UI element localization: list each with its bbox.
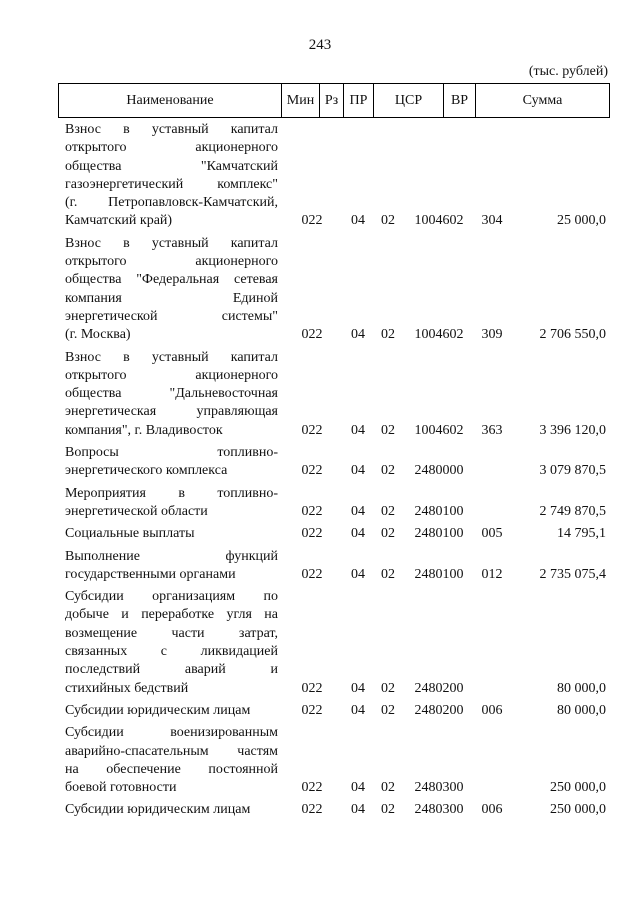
row-name-line: на обеспечение постоянной	[65, 761, 278, 777]
row-vr: 006	[481, 702, 503, 718]
row-rz: 04	[351, 213, 365, 229]
row-pr: 02	[381, 503, 395, 519]
table-header	[58, 83, 610, 118]
row-name-line: Взнос в уставный капитал	[65, 349, 278, 365]
table-row	[58, 235, 610, 345]
row-min: 022	[301, 780, 323, 796]
row-sum: 2 749 870,5	[539, 503, 606, 519]
row-rz: 04	[351, 463, 365, 479]
table-row	[58, 349, 610, 440]
row-name-line: общества "Камчатский	[65, 158, 278, 174]
header-vr: ВР	[443, 84, 475, 117]
row-rz: 04	[351, 422, 365, 438]
row-name-line: открытого акционерного	[65, 367, 278, 383]
row-sum: 3 079 870,5	[539, 463, 606, 479]
row-pr: 02	[381, 213, 395, 229]
row-min: 022	[301, 802, 323, 818]
row-name	[58, 121, 278, 231]
table-row	[58, 525, 610, 543]
row-name	[58, 724, 278, 797]
row-rz: 04	[351, 503, 365, 519]
row-pr: 02	[381, 680, 395, 696]
row-min: 022	[301, 702, 323, 718]
row-min: 022	[301, 680, 323, 696]
row-name-line: газоэнергетический комплекс"	[65, 176, 278, 192]
row-rz: 04	[351, 680, 365, 696]
row-csr: 2480000	[414, 463, 464, 479]
row-name-line: связанных с ликвидацией	[65, 644, 278, 660]
header-csr: ЦСР	[373, 84, 443, 117]
row-name-line: Субсидии организациям по	[65, 589, 278, 605]
row-csr: 1004602	[414, 422, 464, 438]
page-number: 243	[308, 37, 332, 53]
row-min: 022	[301, 526, 323, 542]
row-name-line: (г. Москва)	[65, 327, 131, 343]
row-name-line: аварийно-спасательным частям	[65, 743, 278, 759]
table-row	[58, 548, 610, 585]
row-name-line: Субсидии военизированным	[65, 725, 278, 741]
row-name-line: открытого акционерного	[65, 254, 278, 270]
table-row	[58, 444, 610, 481]
row-sum: 250 000,0	[550, 780, 606, 796]
row-vr: 304	[481, 213, 503, 229]
header-name: Наименование	[126, 92, 214, 108]
row-csr: 2480200	[414, 702, 464, 718]
row-rz: 04	[351, 702, 365, 718]
row-name-line: Мероприятия в топливно-	[65, 485, 278, 501]
table-body	[58, 121, 610, 824]
row-name	[58, 588, 278, 698]
row-csr: 2480100	[414, 503, 464, 519]
row-name-line: возмещение части затрат,	[65, 625, 278, 641]
row-name-line: Камчатский край)	[65, 213, 173, 229]
row-rz: 04	[351, 802, 365, 818]
row-pr: 02	[381, 327, 395, 343]
table-row	[58, 121, 610, 231]
row-sum: 3 396 120,0	[539, 422, 606, 438]
row-csr: 1004602	[414, 327, 464, 343]
row-name-line: энергетической системы"	[65, 308, 278, 324]
row-name-line: Взнос в уставный капитал	[65, 122, 278, 137]
row-name-line: Субсидии юридическим лицам	[65, 702, 251, 718]
header-min: Мин	[281, 84, 319, 117]
header-pr: ПР	[343, 84, 373, 117]
row-name-line: Субсидии юридическим лицам	[65, 802, 251, 818]
row-name-line: государственными органами	[65, 566, 236, 582]
row-name-line: энергетического комплекса	[65, 463, 228, 479]
row-name	[58, 444, 278, 481]
row-csr: 2480100	[414, 526, 464, 542]
row-name-line: энергетическая управляющая	[65, 404, 278, 420]
table-row	[58, 801, 610, 819]
row-name-line: энергетической области	[65, 503, 208, 519]
row-name-line: компания", г. Владивосток	[65, 422, 223, 438]
row-name	[58, 548, 278, 585]
row-name-line: Вопросы топливно-	[65, 445, 278, 461]
row-sum: 80 000,0	[557, 680, 606, 696]
row-name-line: последствий аварий и	[65, 662, 278, 678]
row-min: 022	[301, 463, 323, 479]
row-min: 022	[301, 327, 323, 343]
row-name	[58, 525, 278, 543]
row-pr: 02	[381, 463, 395, 479]
row-name	[58, 485, 278, 522]
table-row	[58, 485, 610, 522]
row-name	[58, 801, 278, 819]
row-vr: 309	[481, 327, 503, 343]
row-csr: 2480300	[414, 802, 464, 818]
row-csr: 2480300	[414, 780, 464, 796]
row-vr: 006	[481, 802, 503, 818]
row-name-line: боевой готовности	[65, 780, 177, 796]
row-sum: 14 795,1	[557, 526, 606, 542]
row-pr: 02	[381, 422, 395, 438]
row-pr: 02	[381, 526, 395, 542]
row-name-line: Взнос в уставный капитал	[65, 235, 278, 251]
row-sum: 250 000,0	[550, 802, 606, 818]
row-name	[58, 702, 278, 720]
row-sum: 2 706 550,0	[539, 327, 606, 343]
row-min: 022	[301, 503, 323, 519]
row-min: 022	[301, 422, 323, 438]
header-rz: Рз	[319, 84, 343, 117]
row-csr: 2480200	[414, 680, 464, 696]
row-name-line: добыче и переработке угля на	[65, 607, 278, 623]
row-sum: 2 735 075,4	[539, 566, 606, 582]
row-csr: 1004602	[414, 213, 464, 229]
row-name-line: общества "Федеральная сетевая	[65, 272, 278, 288]
row-name-line: Социальные выплаты	[65, 526, 195, 542]
units-label: (тыс. рублей)	[528, 64, 608, 79]
row-name-line: общества "Дальневосточная	[65, 386, 278, 402]
row-rz: 04	[351, 327, 365, 343]
row-sum: 25 000,0	[557, 213, 606, 229]
table-row	[58, 588, 610, 698]
row-pr: 02	[381, 802, 395, 818]
row-vr: 012	[481, 566, 503, 582]
row-pr: 02	[381, 566, 395, 582]
row-vr: 363	[481, 422, 503, 438]
row-rz: 04	[351, 526, 365, 542]
table-row	[58, 724, 610, 797]
row-pr: 02	[381, 702, 395, 718]
row-min: 022	[301, 566, 323, 582]
row-name-line: (г. Петропавловск-Камчатский,	[65, 195, 278, 211]
row-name	[58, 349, 278, 440]
row-min: 022	[301, 213, 323, 229]
row-rz: 04	[351, 566, 365, 582]
row-name-line: открытого акционерного	[65, 140, 278, 156]
row-name-line: компания Единой	[65, 290, 278, 306]
row-name	[58, 235, 278, 345]
row-pr: 02	[381, 780, 395, 796]
row-vr: 005	[481, 526, 503, 542]
row-csr: 2480100	[414, 566, 464, 582]
header-sum: Сумма	[475, 84, 609, 117]
row-name-line: стихийных бедствий	[65, 680, 189, 696]
row-rz: 04	[351, 780, 365, 796]
table-row	[58, 702, 610, 720]
row-name-line: Выполнение функций	[65, 548, 278, 564]
row-sum: 80 000,0	[557, 702, 606, 718]
